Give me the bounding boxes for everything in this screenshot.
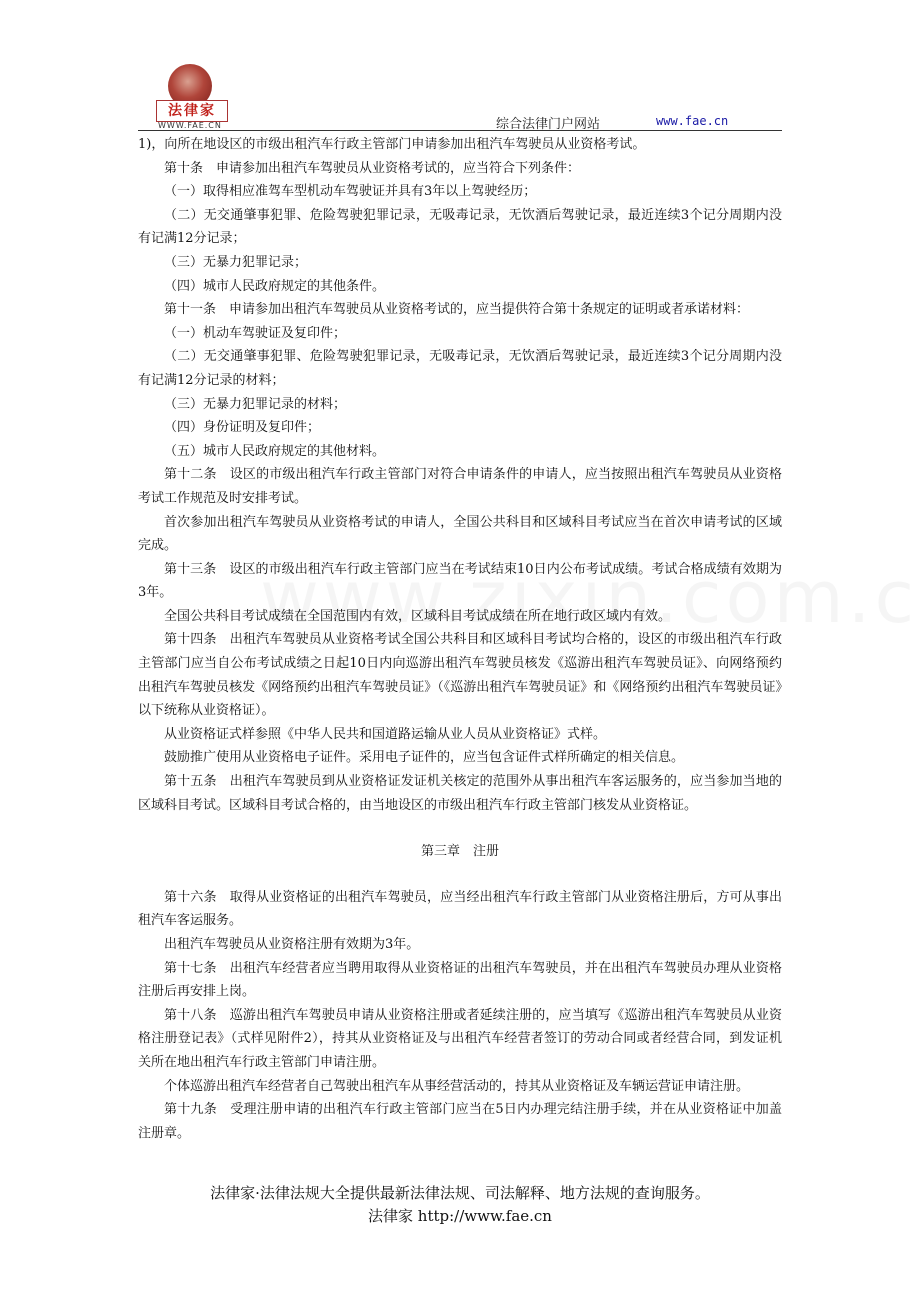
paragraph: （二）无交通肇事犯罪、危险驾驶犯罪记录，无吸毒记录，无饮酒后驾驶记录，最近连续3个记分周期内没有记满12分记录的材料； bbox=[138, 349, 782, 388]
paragraph: 首次参加出租汽车驾驶员从业资格考试的申请人，全国公共科目和区域科目考试应当在首次申请考试的区域完成。 bbox=[138, 514, 782, 554]
page-footer bbox=[0, 1182, 920, 1228]
paragraph: （五）城市人民政府规定的其他材料。 bbox=[164, 443, 386, 459]
paragraph: （二）无交通肇事犯罪、危险驾驶犯罪记录，无吸毒记录，无饮酒后驾驶记录，最近连续3个记分周期内没有记满12分记录； bbox=[138, 207, 782, 247]
paragraph: 个体巡游出租汽车经营者自己驾驶出租汽车从事经营活动的，持其从业资格证及车辆运营证申请注册。 bbox=[164, 1078, 750, 1094]
footer-tagline: 法律家·法律法规大全提供最新法律法规、司法解释、地方法规的查询服务。 bbox=[210, 1184, 710, 1202]
page-header bbox=[138, 64, 782, 132]
paragraph: 1)，向所在地设区的市级出租汽车行政主管部门申请参加出租汽车驾驶员从业资格考试。 bbox=[138, 137, 646, 152]
paragraph: （四）身份证明及复印件； bbox=[164, 420, 321, 436]
paragraph: 从业资格证式样参照《中华人民共和国道路运输从业人员从业资格证》式样。 bbox=[164, 726, 607, 742]
footer-url-link[interactable]: 法律家 http://www.fae.cn bbox=[368, 1207, 552, 1225]
paragraph: 第十二条 设区的市级出租汽车行政主管部门对符合申请条件的申请人，应当按照出租汽车驾驶员从业资格考试工作规范及时安排考试。 bbox=[138, 467, 782, 506]
paragraph: 第十条 申请参加出租汽车驾驶员从业资格考试的，应当符合下列条件： bbox=[164, 160, 581, 176]
site-url-link[interactable]: www.fae.cn bbox=[656, 114, 729, 128]
paragraph: 第十九条 受理注册申请的出租汽车行政主管部门应当在5日内办理完结注册手续，并在从业资格证中加盖注册章。 bbox=[138, 1102, 782, 1141]
chapter-title: 第三章 注册 bbox=[420, 844, 499, 860]
paragraph: （一）取得相应准驾车型机动车驾驶证并具有3年以上驾驶经历； bbox=[164, 184, 537, 200]
logo-url: WWW.FAE.CN bbox=[158, 121, 222, 130]
paragraph: 出租汽车驾驶员从业资格注册有效期为3年。 bbox=[164, 937, 420, 952]
portal-label: 综合法律门户网站 bbox=[496, 117, 601, 132]
paragraph: 第十五条 出租汽车驾驶员到从业资格证发证机关核定的范围外从事出租汽车客运服务的，应当参加当地的区域科目考试。区域科目考试合格的，由当地设区的市级出租汽车行政主管部门核发从业资格证。 bbox=[138, 774, 782, 813]
paragraph: 第十七条 出租汽车经营者应当聘用取得从业资格证的出租汽车驾驶员，并在出租汽车驾驶员办理从业资格注册后再安排上岗。 bbox=[138, 960, 782, 1000]
logo-text: 法律家 bbox=[156, 100, 228, 122]
paragraph: （三）无暴力犯罪记录； bbox=[164, 254, 308, 270]
paragraph: 全国公共科目考试成绩在全国范围内有效，区域科目考试成绩在所在地行政区域内有效。 bbox=[164, 608, 672, 624]
paragraph: （四）城市人民政府规定的其他条件。 bbox=[164, 278, 386, 294]
site-logo[interactable] bbox=[156, 64, 228, 130]
paragraph: 第十四条 出租汽车驾驶员从业资格考试全国公共科目和区域科目考试均合格的，设区的市级出租汽车行政主管部门应当自公布考试成绩之日起10日内向巡游出租汽车驾驶员核发《巡游出租汽车驾驶员证》、向网络预约出租汽车驾驶员核发《网络预约出租汽车驾驶员证》（《巡游出租汽车驾驶员证》和《网络预约出租汽车驾驶员证》以下统称从业资格证）。 bbox=[138, 632, 782, 719]
paragraph: 第十六条 取得从业资格证的出租汽车驾驶员，应当经出租汽车行政主管部门从业资格注册后，方可从事出租汽车客运服务。 bbox=[138, 889, 782, 929]
paragraph: 第十三条 设区的市级出租汽车行政主管部门应当在考试结束10日内公布考试成绩。考试合格成绩有效期为3年。 bbox=[138, 561, 782, 601]
paragraph: 鼓励推广使用从业资格电子证件。采用电子证件的，应当包含证件式样所确定的相关信息。 bbox=[164, 750, 685, 766]
paragraph: （三）无暴力犯罪记录的材料； bbox=[164, 396, 347, 412]
paragraph: （一）机动车驾驶证及复印件； bbox=[164, 325, 347, 341]
header-divider bbox=[138, 130, 782, 131]
paragraph: 第十八条 巡游出租汽车驾驶员申请从业资格注册或者延续注册的，应当填写《巡游出租汽车驾驶员从业资格注册登记表》（式样见附件2），持其从业资格证及与出租汽车经营者签订的劳动合同或者经营合同，到发证机关所在地出租汽车行政主管部门申请注册。 bbox=[138, 1007, 782, 1070]
paragraph: 第十一条 申请参加出租汽车驾驶员从业资格考试的，应当提供符合第十条规定的证明或者承诺材料： bbox=[164, 302, 750, 318]
document-body bbox=[138, 133, 782, 1145]
